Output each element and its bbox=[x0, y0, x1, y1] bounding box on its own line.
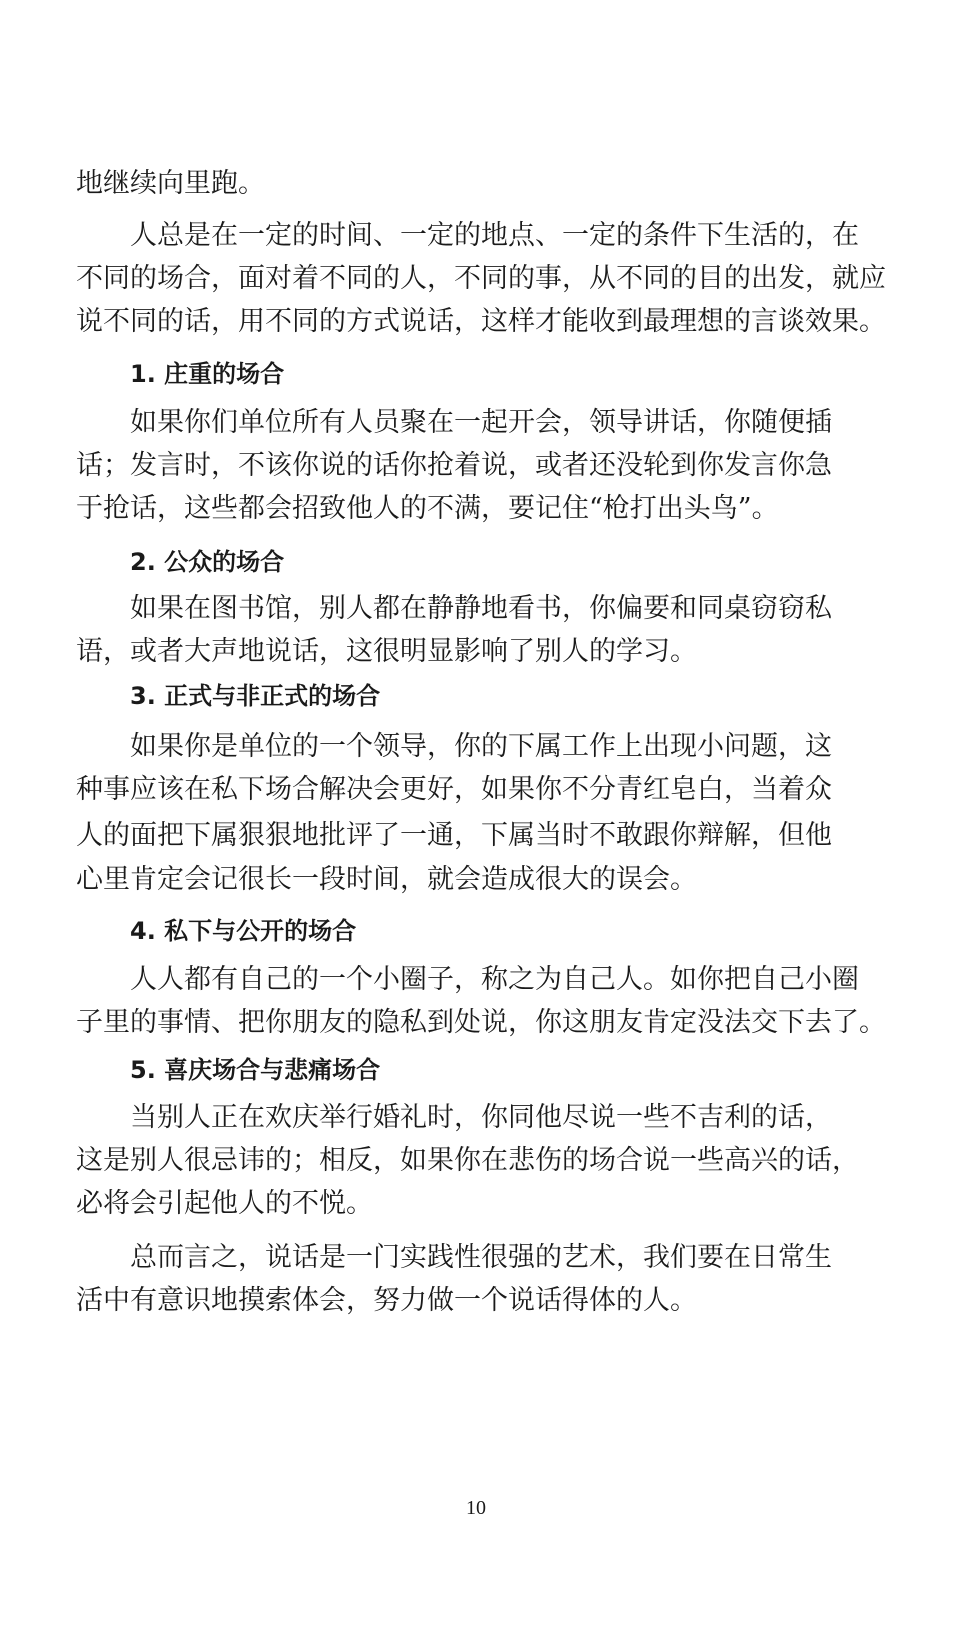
section-line: 人的面把下属狠狠地批评了一通，下属当时不敢跟你辩解，但他 bbox=[76, 820, 832, 851]
section-line: 子里的事情、把你朋友的隐私到处说，你这朋友肯定没法交下去了。 bbox=[76, 1007, 886, 1038]
section-line: 这是别人很忌讳的；相反，如果你在悲伤的场合说一些高兴的话， bbox=[76, 1145, 859, 1176]
continuation-line: 地继续向里跑。 bbox=[76, 168, 265, 199]
section-heading: 4. 私下与公开的场合 bbox=[130, 917, 357, 945]
section-line: 心里肯定会记很长一段时间，就会造成很大的误会。 bbox=[76, 864, 697, 895]
section-heading: 3. 正式与非正式的场合 bbox=[130, 682, 381, 710]
page-number: 10 bbox=[466, 1497, 486, 1519]
section-line: 语，或者大声地说话，这很明显影响了别人的学习。 bbox=[76, 636, 697, 667]
section-line: 如果你是单位的一个领导，你的下属工作上出现小问题，这 bbox=[130, 731, 832, 762]
intro-line: 不同的场合，面对着不同的人，不同的事，从不同的目的出发，就应 bbox=[76, 263, 886, 294]
section-line: 于抢话，这些都会招致他人的不满，要记住“枪打出头鸟”。 bbox=[76, 493, 779, 524]
conclusion-line: 活中有意识地摸索体会，努力做一个说话得体的人。 bbox=[76, 1285, 697, 1316]
section-line: 人人都有自己的一个小圈子，称之为自己人。如你把自己小圈 bbox=[130, 964, 859, 995]
section-line: 如果在图书馆，别人都在静静地看书，你偏要和同桌窃窃私 bbox=[130, 593, 832, 624]
section-heading: 5. 喜庆场合与悲痛场合 bbox=[130, 1056, 381, 1084]
document-page bbox=[76, 0, 886, 1634]
section-line: 如果你们单位所有人员聚在一起开会，领导讲话，你随便插 bbox=[130, 407, 832, 438]
section-heading: 2. 公众的场合 bbox=[130, 548, 285, 576]
intro-line: 人总是在一定的时间、一定的地点、一定的条件下生活的，在 bbox=[130, 220, 859, 251]
section-line: 种事应该在私下场合解决会更好，如果你不分青红皂白，当着众 bbox=[76, 774, 832, 805]
section-line: 必将会引起他人的不悦。 bbox=[76, 1188, 373, 1219]
section-heading: 1. 庄重的场合 bbox=[130, 360, 285, 388]
intro-line: 说不同的话，用不同的方式说话，这样才能收到最理想的言谈效果。 bbox=[76, 306, 886, 337]
conclusion-line: 总而言之，说话是一门实践性很强的艺术，我们要在日常生 bbox=[130, 1242, 832, 1273]
section-line: 话；发言时，不该你说的话你抢着说，或者还没轮到你发言你急 bbox=[76, 450, 832, 481]
section-line: 当别人正在欢庆举行婚礼时，你同他尽说一些不吉利的话， bbox=[130, 1102, 832, 1133]
